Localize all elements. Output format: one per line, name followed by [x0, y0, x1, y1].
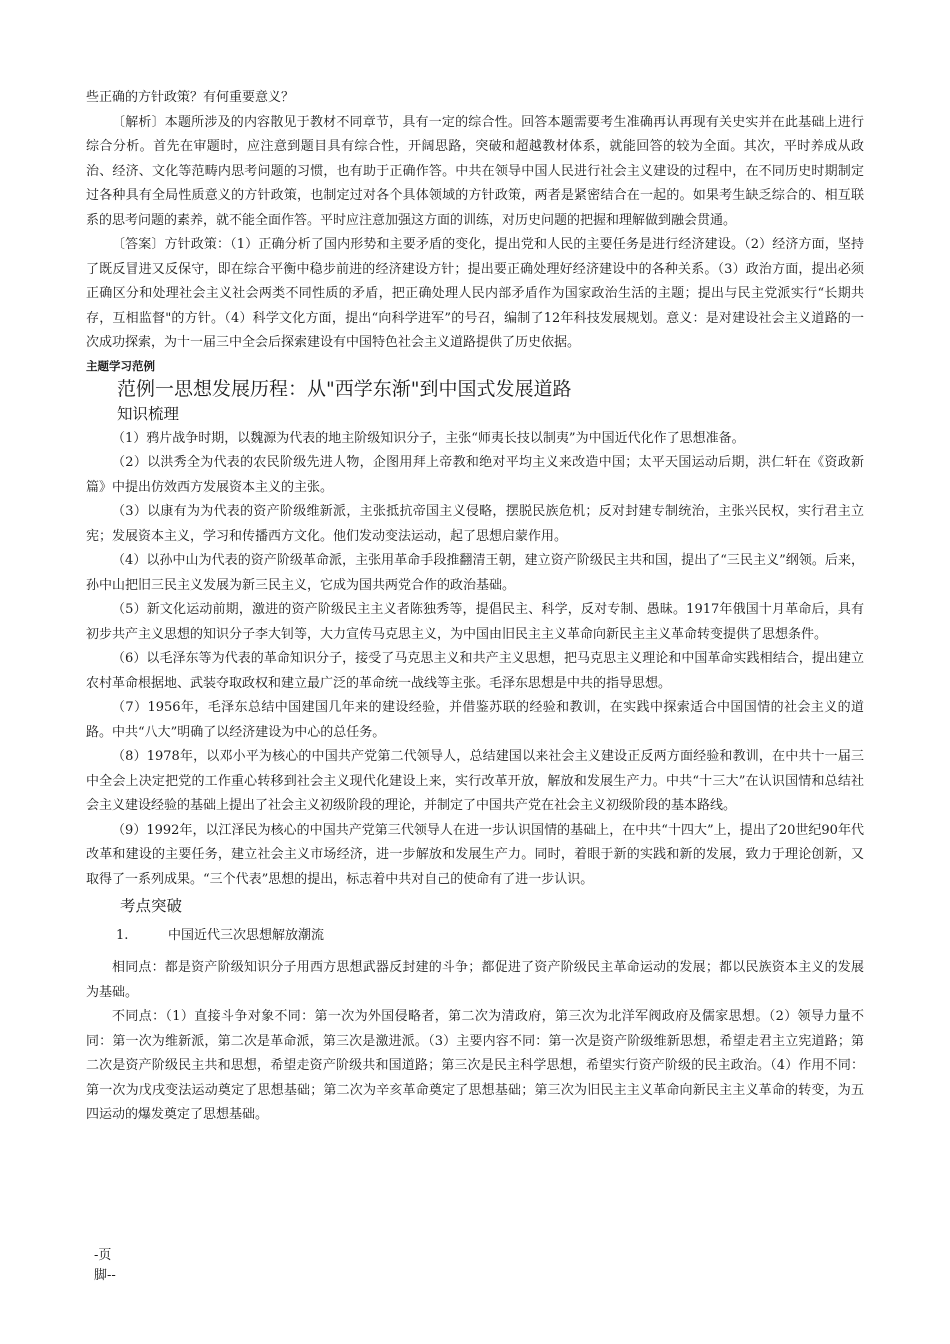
- knowledge-title: 知识梳理: [117, 404, 180, 423]
- knowledge-item: （2）以洪秀全为代表的农民阶级先进人物，企图用拜上帝教和绝对平均主义来改造中国；太平天国运动后期，洪仁轩在《资政新篇》中提出仿效西方发展资本主义的主张。: [86, 455, 864, 495]
- knowledge-item: （8）1978年，以邓小平为核心的中国共产党第二代领导人，总结建国以来社会主义建设正反两方面经验和教训，在中共十一届三中全会上决定把党的工作重心转移到社会主义现代化建设上来，实行改革开放，解放和发展生产力。中共“十三大”在认识国情和总结社会主义建设经验的基础上提出了社会主义初级阶段的理论，并制定了中国共产党在社会主义初级阶段的基本路线。: [86, 749, 864, 813]
- analysis-paragraph: 〔解析〕本题所涉及的内容散见于教材不同章节，具有一定的综合性。回答本题需要考生准确再认再现有关史实并在此基础上进行综合分析。首先在审题时，应注意到题目具有综合性，开阔思路，突破和超越教材体系，就能回答的较为全面。其次，平时养成从政治、经济、文化等范畴内思考问题的习惯，也有助于正确作答。中共在领导中国人民进行社会主义建设的过程中，在不同历史时期制定过各种具有全局性质意义的方针政策，也制定过对各个具体领域的方针政策，两者是紧密结合在一起的。如果考生缺乏综合的、相互联系的思考问题的素养，就不能全面作答。平时应注意加强这方面的训练，对历史问题的把握和理解做到融会贯通。: [86, 114, 864, 228]
- knowledge-item: （5）新文化运动前期，激进的资产阶级民主主义者陈独秀等，提倡民主、科学，反对专制、愚昧。1917年俄国十月革命后，具有初步共产主义思想的知识分子李大钊等，大力宣传马克思主义，为中国由旧民主主义革命向新民主主义革命转变提供了思想条件。: [86, 602, 864, 642]
- differences-paragraph: 不同点：（1）直接斗争对象不同：第一次为外国侵略者，第二次为清政府，第三次为北洋军阀政府及儒家思想。（2）领导力量不同：第一次为维新派，第二次是革命派，第三次是激进派。（3）主要内容不同：第一次是资产阶级维新思想，希望走君主立宪道路；第二次是资产阶级民主共和思想，希望走资产阶级共和国道路；第三次是民主科学思想，希望实行资产阶级的民主政治。（4）作用不同：第一次为戊戌变法运动奠定了思想基础；第二次为辛亥革命奠定了思想基础；第三次为旧民主主义革命向新民主主义革命的转变，为五四运动的爆发奠定了思想基础。: [86, 1009, 864, 1122]
- point-number: 1.: [116, 928, 129, 943]
- knowledge-item: （3）以康有为为代表的资产阶级维新派，主张抵抗帝国主义侵略，摆脱民族危机；反对封建专制统治，主张兴民权，实行君主立宪；发展资本主义，学习和传播西方文化。他们发动变法运动，起了思想启蒙作用。: [86, 504, 864, 544]
- answer-paragraph: 〔答案〕方针政策：（1）正确分析了国内形势和主要矛盾的变化，提出党和人民的主要任务是进行经济建设。（2）经济方面，坚持了既反冒进又反保守，即在综合平衡中稳步前进的经济建设方针；提出要正确处理好经济建设中的各种关系。（3）政治方面，提出必须正确区分和处理社会主义社会两类不同性质的矛盾，把正确处理人民内部矛盾作为国家政治生活的主题；提出与民主党派实行“长期共存，互相监督"的方针。（4）科学文化方面，提出“向科学进军”的号召，编制了12年科技发展规划。意义：是对建设社会主义道路的一次成功探索，为十一届三中全会后探索建设有中国特色社会主义道路提供了历史依据。: [86, 237, 864, 350]
- point-title: 中国近代三次思想解放潮流: [168, 928, 325, 943]
- example-title: 范例一思想发展历程：从"西学东渐"到中国式发展道路: [117, 377, 572, 400]
- breakthrough-title: 考点突破: [120, 897, 183, 915]
- knowledge-item: （7）1956年，毛泽东总结中国建国几年来的建设经验，并借鉴苏联的经验和教训，在实践中探索适合中国国情的社会主义的道路。中共“八大”明确了以经济建设为中心的总任务。: [86, 700, 864, 740]
- knowledge-item: （4）以孙中山为代表的资产阶级革命派，主张用革命手段推翻清王朝，建立资产阶级民主共和国，提出了“三民主义”纲领。后来，孙中山把旧三民主义发展为新三民主义，它成为国共两党合作的政治基础。: [86, 553, 864, 593]
- footer-line-1: -页: [94, 1248, 112, 1263]
- page-footer: [94, 1246, 116, 1286]
- document-body: [86, 86, 864, 1128]
- similarities-paragraph: 相同点：都是资产阶级知识分子用西方思想武器反封建的斗争；都促进了资产阶级民主革命运动的发展；都以民族资本主义的发展为基础。: [86, 960, 864, 1000]
- point-heading: [116, 924, 864, 948]
- knowledge-item: （6）以毛泽东等为代表的革命知识分子，接受了马克思主义和共产主义思想，把马克思主义理论和中国革命实践相结合，提出建立农村革命根据地、武装夺取政权和建立最广泛的革命统一战线等主张。毛泽东思想是中共的指导思想。: [86, 651, 864, 691]
- intro-fragment: 些正确的方针政策？有何重要意义？: [86, 90, 295, 105]
- knowledge-item: （9）1992年，以江泽民为核心的中国共产党第三代领导人在进一步认识国情的基础上，在中共“十四大”上，提出了20世纪90年代改革和建设的主要任务，建立社会主义市场经济，进一步解放和发展生产力。同时，着眼于新的实践和新的发展，致力于理论创新，又取得了一系列成果。“三个代表”思想的提出，标志着中共对自己的使命有了进一步认识。: [86, 822, 864, 887]
- section-label: 主题学习范例: [86, 358, 155, 373]
- footer-line-2: 脚--: [94, 1268, 116, 1283]
- knowledge-item: （1）鸦片战争时期，以魏源为代表的地主阶级知识分子，主张“师夷长技以制夷”为中国近代化作了思想准备。: [112, 430, 745, 446]
